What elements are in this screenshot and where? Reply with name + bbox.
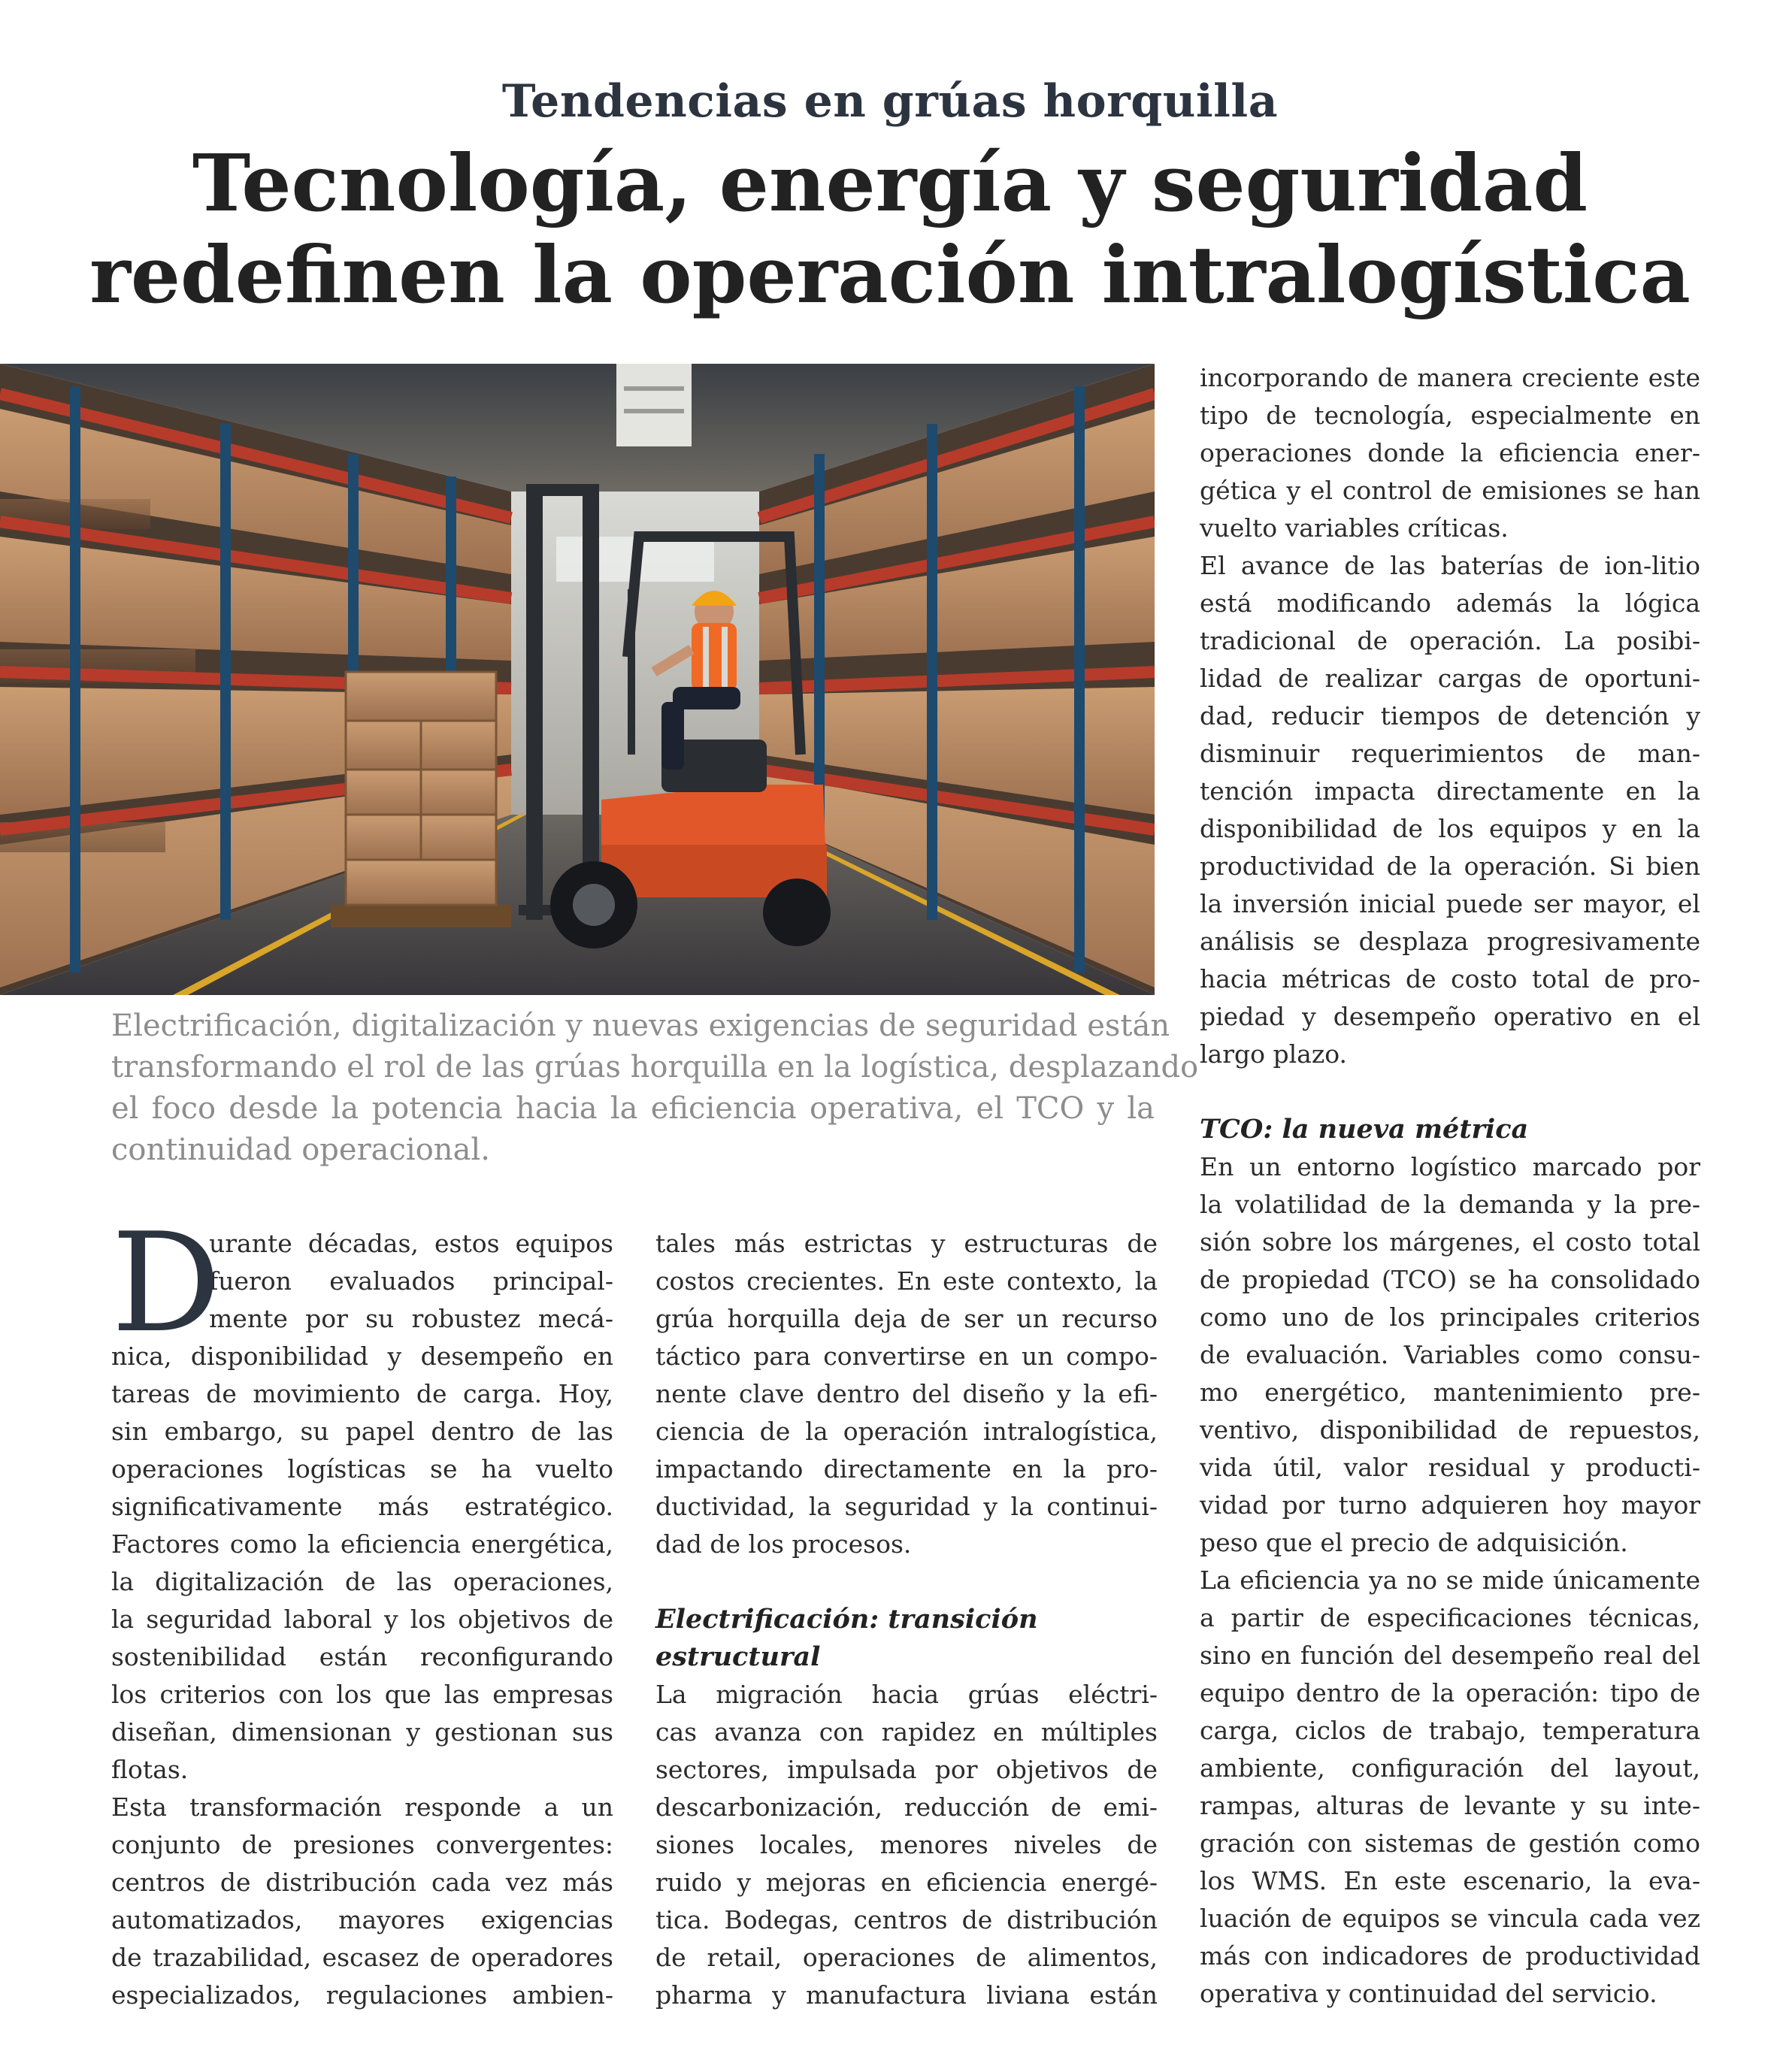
body-line: gética y el control de emisiones se han — [1200, 476, 1700, 505]
body-line: piedad y desempeño operativo en el — [1200, 1002, 1700, 1031]
body-line: tales más estrictas y estructuras de — [655, 1229, 1158, 1258]
body-line: los WMS. En este escenario, la eva- — [1200, 1866, 1700, 1895]
body-line: como uno de los principales criterios — [1200, 1302, 1700, 1332]
body-line: sostenibilidad están reconfigurando — [111, 1642, 613, 1671]
body-line: ciencia de la operación intralogística, — [655, 1417, 1158, 1446]
body-line: Esta transformación responde a un — [111, 1792, 613, 1822]
body-line: ruido y mejoras en eficiencia energé- — [655, 1868, 1158, 1897]
body-line: nente clave dentro del diseño y la efi- — [655, 1379, 1158, 1408]
body-line: operativa y continuidad del servicio. — [1200, 1979, 1657, 2008]
drop-cap: D — [111, 1203, 221, 1363]
body-line: mente por su robustez mecá- — [209, 1304, 613, 1333]
title-line: Tecnología, energía y seguridad — [192, 137, 1588, 229]
body-line: la seguridad laboral y los objetivos de — [111, 1605, 613, 1634]
body-line: más con indicadores de productividad — [1200, 1941, 1700, 1971]
body-line: significativamente más estratégico. — [111, 1492, 613, 1521]
body-line: vidad por turno adquieren hoy mayor — [1200, 1490, 1700, 1520]
article-column-3 — [1200, 359, 1700, 2013]
body-line: conjunto de presiones convergentes: — [111, 1830, 613, 1859]
body-line: largo plazo. — [1200, 1039, 1348, 1069]
body-line: equipo dentro de la operación: tipo de — [1200, 1678, 1700, 1708]
section-subhead-electrification: Electrificación: transición — [655, 1604, 1038, 1635]
body-line: vuelto variables críticas. — [1200, 513, 1509, 543]
body-line: En un entorno logístico marcado por — [1200, 1152, 1700, 1181]
body-line: siones locales, menores niveles de — [655, 1830, 1158, 1859]
body-line: sin embargo, su papel dentro de las — [111, 1417, 613, 1446]
body-line: operaciones logísticas se ha vuelto — [111, 1454, 613, 1484]
body-line: análisis se desplaza progresivamente — [1200, 927, 1700, 956]
standfirst-line: Electrificación, digitalización y nuevas exigencias de seguridad están — [111, 1009, 1170, 1043]
body-line: productividad de la operación. Si bien — [1200, 851, 1700, 881]
body-line: centros de distribución cada vez más — [111, 1868, 613, 1897]
body-line: tareas de movimiento de carga. Hoy, — [111, 1379, 613, 1408]
body-line: disponibilidad de los equipos y en la — [1200, 814, 1700, 843]
body-line: luación de equipos se vincula cada vez — [1200, 1904, 1700, 1933]
body-line: tipo de tecnología, especialmente en — [1200, 401, 1700, 430]
body-line: impactando directamente en la pro- — [655, 1454, 1158, 1484]
body-line: de trazabilidad, escasez de operadores — [111, 1943, 613, 1972]
body-line: rampas, alturas de levante y su inte- — [1200, 1791, 1700, 1820]
body-line: tradicional de operación. La posibi- — [1200, 626, 1700, 655]
body-line: ductividad, la seguridad y la continui- — [655, 1492, 1158, 1521]
body-line: ambiente, configuración del layout, — [1200, 1753, 1700, 1783]
body-line: disminuir requerimientos de man- — [1200, 739, 1700, 768]
body-line: cas avanza con rapidez en múltiples — [655, 1717, 1158, 1747]
article-title — [0, 138, 1780, 321]
body-line: sectores, impulsada por objetivos de — [655, 1755, 1158, 1784]
body-line: La eficiencia ya no se mide únicamente — [1200, 1565, 1700, 1595]
body-line: incorporando de manera creciente este — [1200, 363, 1700, 392]
body-line: mo energético, mantenimiento pre- — [1200, 1378, 1700, 1407]
standfirst-line: continuidad operacional. — [111, 1133, 490, 1167]
body-line: gración con sistemas de gestión como — [1200, 1829, 1700, 1858]
title-line: redefinen la operación intralogística — [89, 228, 1691, 321]
body-line: de evaluación. Variables como consu- — [1200, 1340, 1700, 1369]
body-line: operaciones donde la eficiencia ener- — [1200, 438, 1700, 467]
standfirst-line: transformando el rol de las grúas horquilla en la logística, desplazando — [111, 1050, 1199, 1084]
section-subhead-electrification: estructural — [655, 1641, 821, 1672]
article-kicker: Tendencias en grúas horquilla — [501, 75, 1279, 128]
body-line: dad, reducir tiempos de detención y — [1200, 701, 1700, 730]
section-subhead-tco: TCO: la nueva métrica — [1200, 1114, 1529, 1145]
body-line: tención impacta directamente en la — [1200, 776, 1700, 806]
body-line: flotas. — [111, 1755, 189, 1784]
article-column-1 — [111, 1203, 613, 2014]
body-line: La migración hacia grúas eléctri- — [655, 1680, 1158, 1709]
body-line: peso que el precio de adquisición. — [1200, 1528, 1628, 1557]
body-line: de propiedad (TCO) se ha consolidado — [1200, 1265, 1700, 1294]
body-line: sino en función del desempeño real del — [1200, 1641, 1700, 1670]
forklift-warehouse-illustration — [0, 364, 1155, 995]
body-line: lidad de realizar cargas de oportuni- — [1200, 664, 1700, 693]
body-line: a partir de especificaciones técnicas, — [1200, 1603, 1700, 1632]
body-line: táctico para convertirse en un compo- — [655, 1342, 1158, 1371]
body-line: descarbonización, reducción de emi- — [655, 1792, 1158, 1822]
body-line: Factores como la eficiencia energética, — [111, 1529, 613, 1559]
body-line: tica. Bodegas, centros de distribución — [655, 1905, 1158, 1934]
body-line: de retail, operaciones de alimentos, — [655, 1943, 1158, 1972]
body-line: ventivo, disponibilidad de repuestos, — [1200, 1415, 1700, 1444]
body-line: automatizados, mayores exigencias — [111, 1905, 613, 1934]
body-line: sión sobre los márgenes, el costo total — [1200, 1227, 1700, 1257]
body-line: pharma y manufactura liviana están — [655, 1980, 1158, 2010]
body-line: grúa horquilla deja de ser un recurso — [655, 1304, 1158, 1333]
article-column-2 — [655, 1225, 1158, 2014]
body-line: la digitalización de las operaciones, — [111, 1567, 613, 1596]
body-line: los criterios con los que las empresas — [111, 1680, 613, 1709]
standfirst — [111, 1006, 1199, 1171]
hero-photo — [0, 364, 1155, 995]
standfirst-line: el foco desde la potencia hacia la eficiencia operativa, el TCO y la — [111, 1091, 1155, 1126]
body-line: diseñan, dimensionan y gestionan sus — [111, 1717, 613, 1747]
body-line: dad de los procesos. — [655, 1529, 912, 1559]
body-line: está modificando además la lógica — [1200, 588, 1700, 618]
body-line: la inversión inicial puede ser mayor, el — [1200, 889, 1700, 918]
body-line: vida útil, valor residual y producti- — [1200, 1453, 1700, 1482]
body-line: la volatilidad de la demanda y la pre- — [1200, 1190, 1700, 1219]
body-line: fueron evaluados principal- — [209, 1266, 613, 1296]
body-line: urante décadas, estos equipos — [209, 1229, 613, 1258]
body-line: hacia métricas de costo total de pro- — [1200, 964, 1700, 994]
body-line: especializados, regulaciones ambien- — [111, 1980, 613, 2010]
body-line: nica, disponibilidad y desempeño en — [111, 1342, 613, 1371]
body-line: carga, ciclos de trabajo, temperatura — [1200, 1716, 1700, 1745]
body-line: costos crecientes. En este contexto, la — [655, 1266, 1158, 1296]
body-line: El avance de las baterías de ion-litio — [1200, 551, 1700, 580]
